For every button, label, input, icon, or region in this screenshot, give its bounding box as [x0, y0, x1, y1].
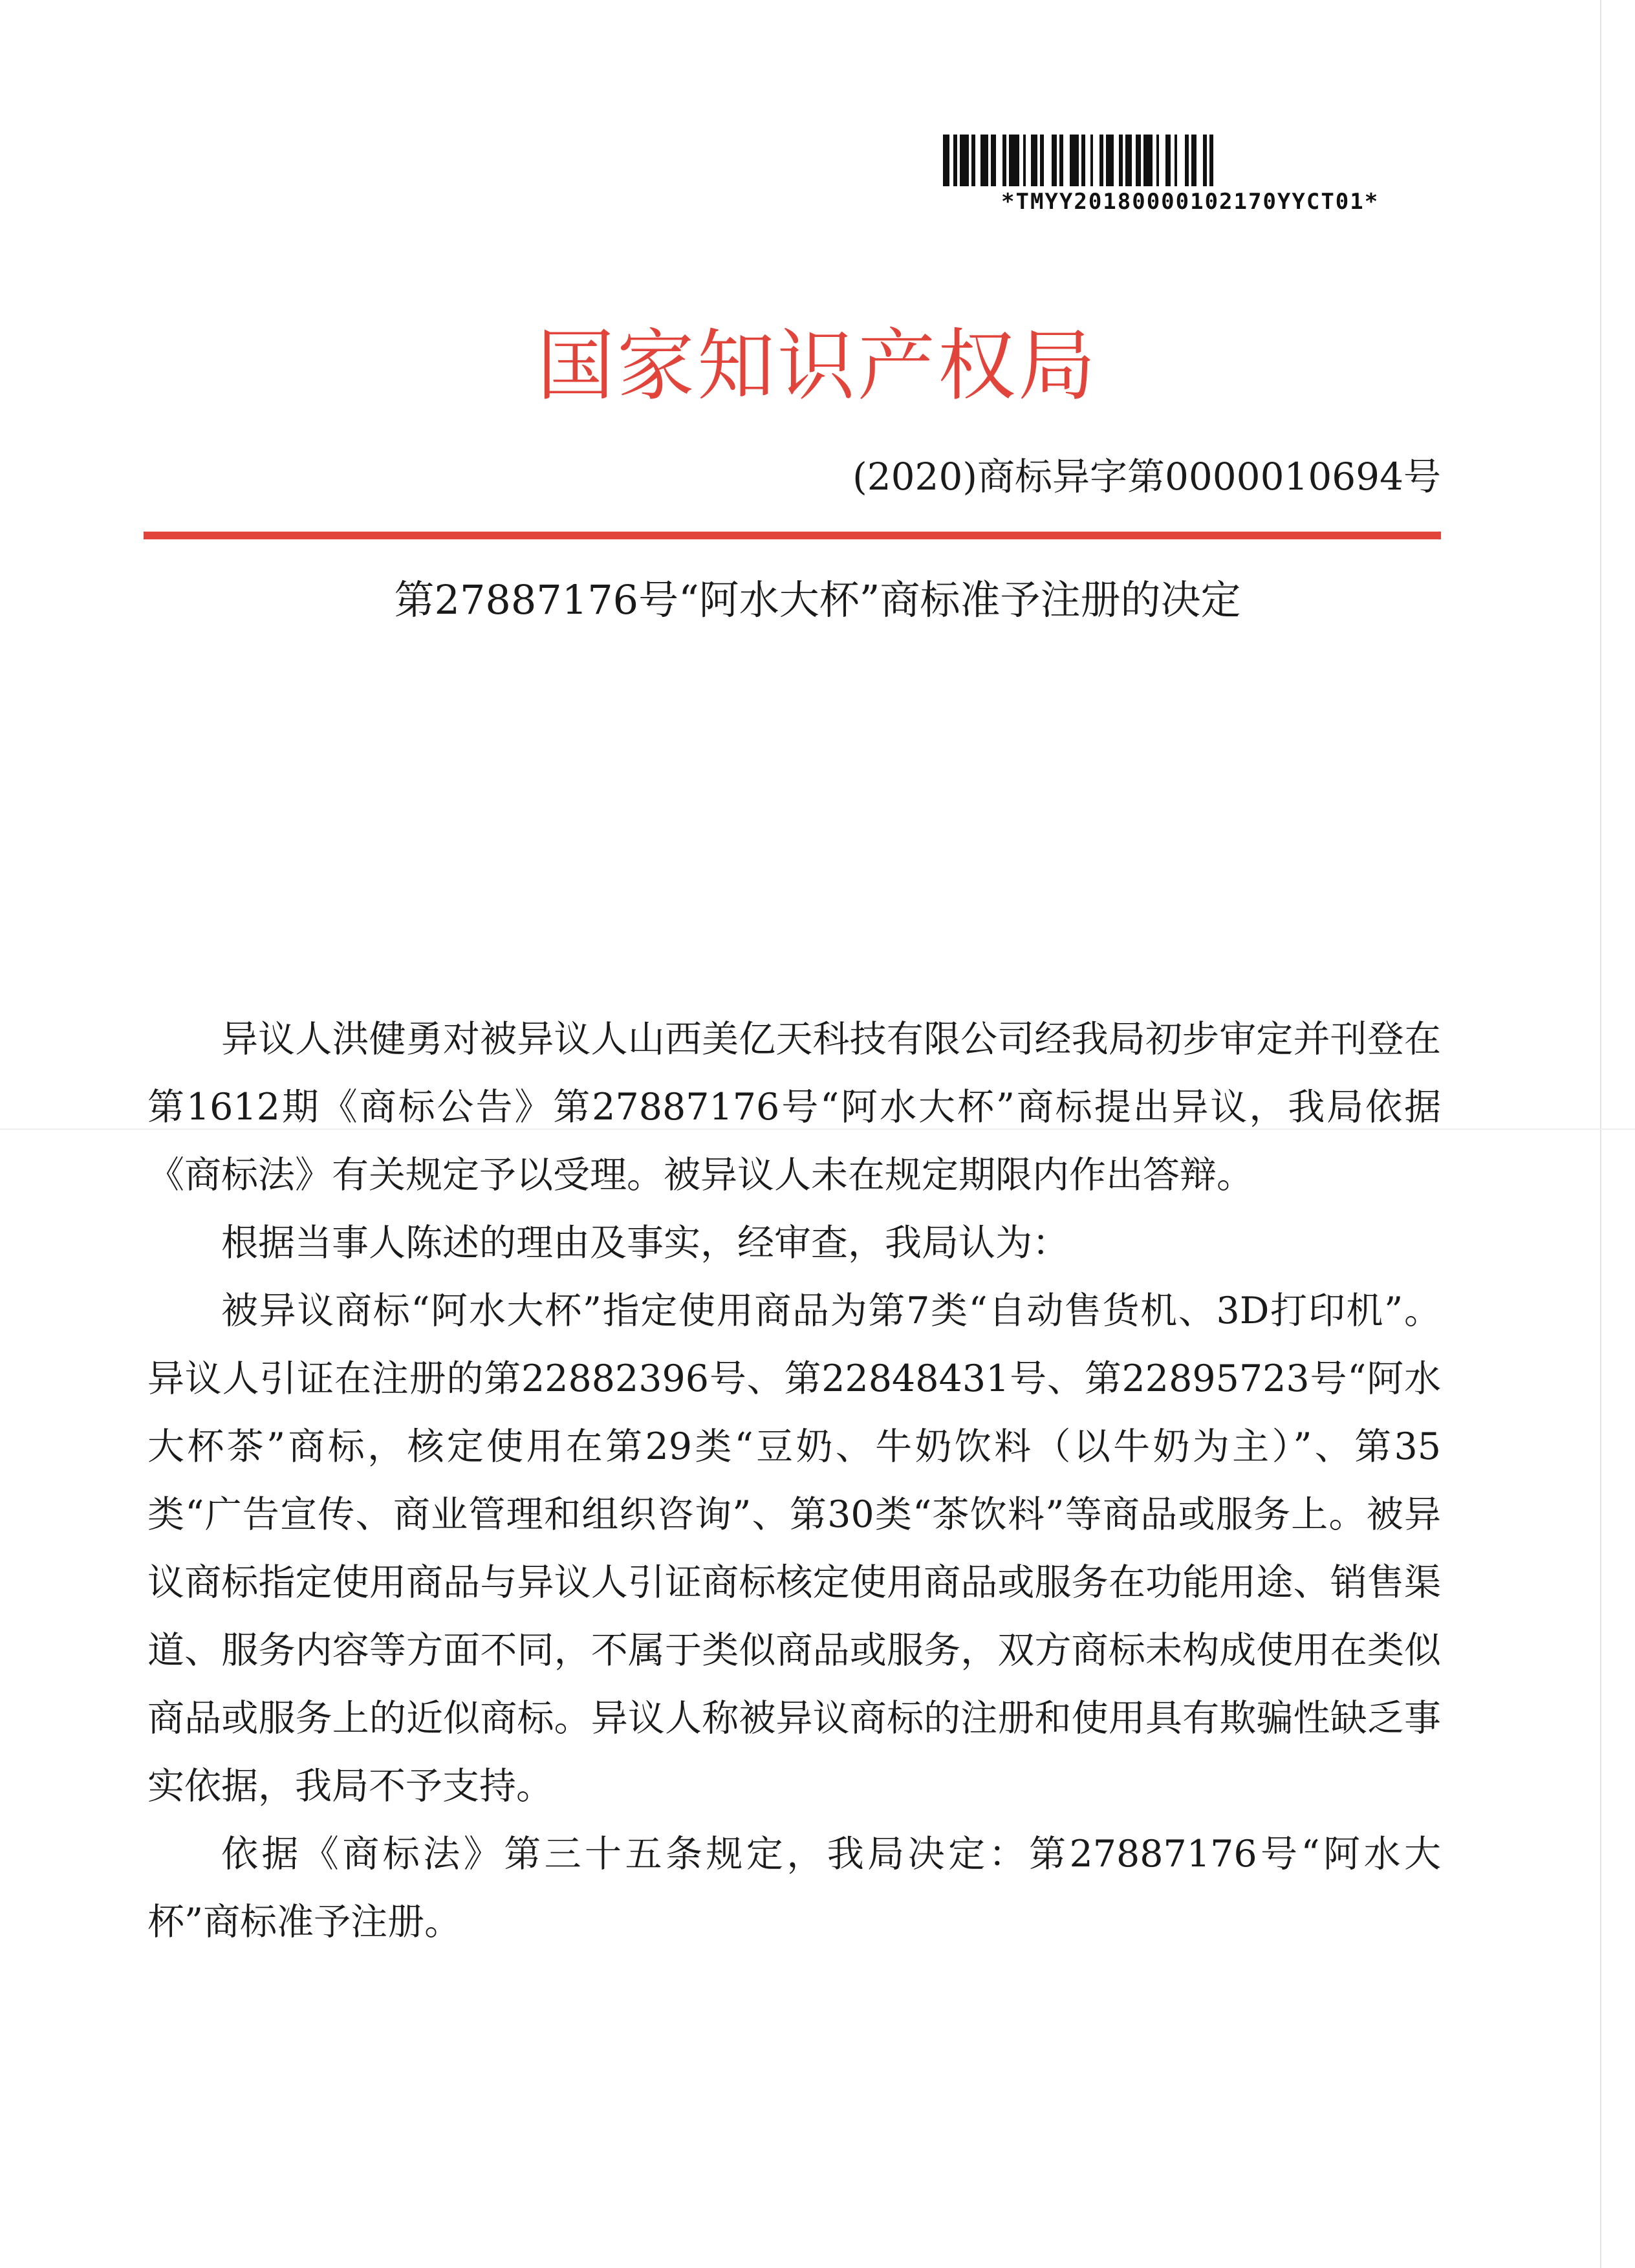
barcode-gap — [975, 135, 980, 186]
barcode-bar — [943, 135, 949, 186]
barcode-bar — [980, 135, 988, 186]
document-body — [147, 1006, 1441, 1956]
barcode-gap — [1093, 135, 1099, 186]
barcode-bar — [1143, 135, 1153, 186]
barcode-gap — [1159, 135, 1165, 186]
barcode-bar — [1165, 135, 1171, 186]
paragraph-findings: 被异议商标“阿水大杯”指定使用商品为第7类“自动售货机、3D打印机”。异议人引证在注册的第22882396号、第22848431号、第22895723号“阿水大杯茶”商标，核定使用在第29类“豆奶、牛奶饮料（以牛奶为主）”、第35类“广告宣传、商业管理和组织咨询”、第30类“茶饮料”等商品或服务上。被异议商标指定使用商品与异议人引证商标核定使用商品或服务在功能用途、销售渠道、服务内容等方面不同，不属于类似商品或服务，双方商标未构成使用在类似商品或服务上的近似商标。异议人称被异议商标的注册和使用具有欺骗性缺乏事实依据，我局不予支持。 — [147, 1290, 1441, 1808]
document-title: 第27887176号“阿水大杯”商标准予注册的决定 — [394, 576, 1241, 623]
barcode-bar — [960, 135, 969, 186]
barcode-bar — [1106, 135, 1114, 186]
barcode-bar — [1031, 135, 1037, 186]
barcode-gap — [996, 135, 1002, 186]
barcode-gap — [1026, 135, 1031, 186]
barcode-bar — [1009, 135, 1019, 186]
barcode-gap — [1063, 135, 1070, 186]
barcode-bar — [1125, 135, 1132, 186]
barcode-gap — [1085, 135, 1090, 186]
barcode-bar — [1191, 135, 1196, 186]
barcode-gap — [1114, 135, 1119, 186]
barcode-bar — [991, 135, 996, 186]
barcode-gap — [1213, 135, 1218, 186]
paragraph-findings-intro: 根据当事人陈述的理由及事实，经审查，我局认为： — [221, 1222, 1069, 1264]
barcode-bar — [1136, 135, 1141, 186]
barcode-gap — [1044, 135, 1052, 186]
barcode-gap — [1196, 135, 1203, 186]
red-rule — [144, 532, 1441, 539]
document-number: (2020)商标异字第0000010694号 — [852, 455, 1441, 499]
agency-name: 国家知识产权局 — [537, 321, 1098, 411]
barcode-bar — [1070, 135, 1079, 186]
barcode-text: *TMYY20180000102170YYCT01* — [1001, 189, 1380, 215]
barcode-gap — [1177, 135, 1185, 186]
barcode — [943, 135, 1396, 186]
paragraph-opposition: 异议人洪健勇对被异议人山西美亿天科技有限公司经我局初步审定并刊登在第1612期《商标公告》第27887176号“阿水大杯”商标提出异议，我局依据《商标法》有关规定予以受理。被异议人未在规定期限内作出答辩。 — [147, 1018, 1441, 1196]
paragraph-decision: 依据《商标法》第三十五条规定，我局决定：第27887176号“阿水大杯”商标准予注册。 — [147, 1833, 1441, 1943]
barcode-bar — [1052, 135, 1057, 186]
